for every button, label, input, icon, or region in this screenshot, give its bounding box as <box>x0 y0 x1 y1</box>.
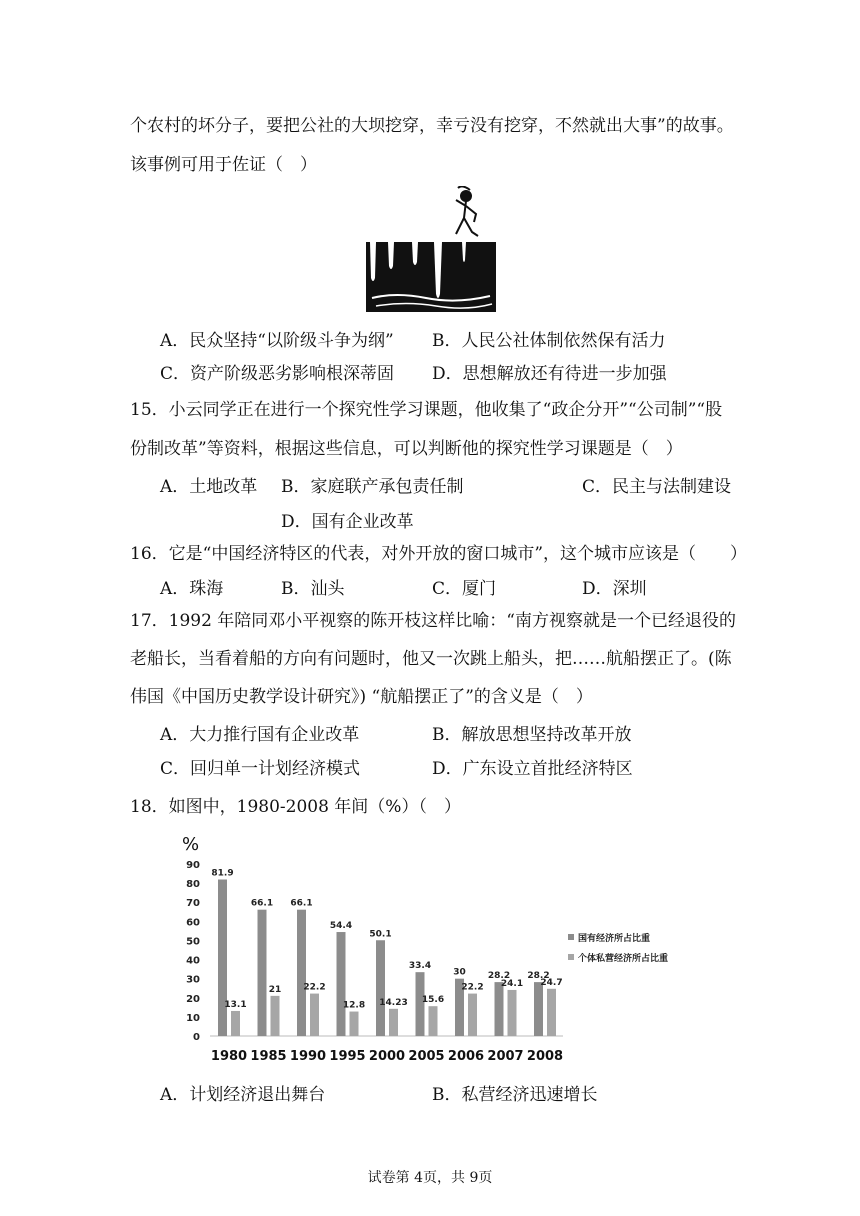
x-tick-label: 1990 <box>289 1049 327 1064</box>
q15-stem-line1: 15．小云同学正在进行一个探究性学习课题，他收集了“政企分开”“公司制”“股 <box>130 400 723 420</box>
q15-stem-line2: 份制改革”等资料，根据这些信息，可以判断他的探究性学习课题是（ ） <box>130 439 683 459</box>
q18-stem: 18．如图中，1980-2008 年间（%）（ ） <box>130 797 461 817</box>
q14-option-d[interactable]: D．思想解放还有待进一步加强 <box>432 364 667 384</box>
y-tick-label: 40 <box>186 955 200 967</box>
x-tick-label: 1995 <box>329 1049 366 1064</box>
y-tick-label: 10 <box>186 1012 200 1024</box>
bar-private <box>231 1011 240 1036</box>
y-tick-label: 70 <box>186 898 200 910</box>
x-tick-label: 2000 <box>368 1049 406 1064</box>
bar-state <box>337 932 346 1036</box>
bar-private <box>271 996 280 1036</box>
cartoon-illustration <box>366 186 496 314</box>
q15-option-a[interactable]: A．土地改革 <box>160 477 258 497</box>
data-label: 24.7 <box>540 977 563 988</box>
q17-stem-line1: 17．1992 年陪同邓小平视察的陈开枝这样比喻：“南方视察就是一个已经退役的 <box>130 611 736 631</box>
data-label: 15.6 <box>421 995 445 1006</box>
q17-option-c[interactable]: C．回归单一计划经济模式 <box>160 759 361 779</box>
q14-stem-line1: 个农村的坏分子，要把公社的大坝挖穿，幸亏没有挖穿，不然就出大事”的故事。 <box>130 116 734 136</box>
q18-option-b[interactable]: B．私营经济迅速增长 <box>432 1085 598 1105</box>
bar-state <box>495 982 504 1036</box>
data-label: 13.1 <box>224 999 247 1010</box>
legend-swatch <box>568 934 574 940</box>
data-label: 24.1 <box>500 978 524 989</box>
q16-option-c[interactable]: C．厦门 <box>432 579 497 599</box>
y-tick-label: 80 <box>186 879 200 891</box>
q17-stem-line3: 伟国《中国历史教学设计研究》) “航船摆正了”的含义是（ ） <box>130 687 593 707</box>
q16-option-d[interactable]: D．深圳 <box>582 579 647 599</box>
bar-private <box>547 989 556 1036</box>
bar-state <box>376 940 385 1036</box>
data-label: 30 <box>453 967 466 978</box>
bar-state <box>218 879 227 1036</box>
x-tick-label: 1980 <box>210 1049 248 1064</box>
legend-swatch <box>568 954 574 960</box>
data-label: 33.4 <box>408 961 432 972</box>
y-tick-label: 0 <box>193 1032 200 1043</box>
q14-option-c[interactable]: C．资产阶级恶劣影响根深蒂固 <box>160 364 395 384</box>
q15-option-d[interactable]: D．国有企业改革 <box>281 512 414 532</box>
bar-private <box>350 1012 359 1036</box>
y-tick-label: 50 <box>186 936 200 948</box>
q17-stem-line2: 老船长，当看着船的方向有问题时，他又一次跳上船头，把……航船摆正了。(陈 <box>130 649 732 669</box>
data-label: 21 <box>268 984 282 995</box>
q17-option-a[interactable]: A．大力推行国有企业改革 <box>160 725 360 745</box>
data-label: 28.2 <box>527 971 550 982</box>
bar-private <box>468 994 477 1036</box>
q15-option-c[interactable]: C．民主与法制建设 <box>582 477 732 497</box>
bar-chart-svg <box>178 826 718 1071</box>
bar-chart <box>178 826 718 1071</box>
y-tick-label: 20 <box>186 993 200 1005</box>
y-tick-label: 90 <box>186 860 200 871</box>
data-label: 22.2 <box>461 982 484 993</box>
q16-stem: 16．它是“中国经济特区的代表，对外开放的窗口城市”，这个城市应该是（ ） <box>130 544 748 564</box>
data-label: 28.2 <box>487 971 511 982</box>
data-label: 54.4 <box>329 921 353 932</box>
x-tick-label: 2007 <box>487 1049 524 1064</box>
q16-option-b[interactable]: B．汕头 <box>281 579 345 599</box>
data-label: 66.1 <box>250 898 274 909</box>
data-label: 12.8 <box>342 1000 366 1011</box>
q14-option-a[interactable]: A．民众坚持“以阶级斗争为纲” <box>160 331 394 351</box>
q14-stem-line2: 该事例可用于佐证（ ） <box>130 155 317 175</box>
bar-private <box>389 1009 398 1036</box>
x-tick-label: 1985 <box>250 1049 287 1064</box>
data-label: 14.23 <box>379 997 408 1008</box>
legend-label: 国有经济所占比重 <box>578 934 651 944</box>
q17-option-b[interactable]: B．解放思想坚持改革开放 <box>432 725 632 745</box>
q14-option-b[interactable]: B．人民公社体制依然保有活力 <box>432 331 666 351</box>
x-tick-label: 2005 <box>408 1049 445 1064</box>
legend-label: 个体私营经济所占比重 <box>578 954 669 964</box>
bar-private <box>310 994 319 1036</box>
q16-option-a[interactable]: A．珠海 <box>160 579 224 599</box>
data-label: 81.9 <box>211 868 234 879</box>
y-tick-label: 60 <box>186 917 200 929</box>
q18-option-a[interactable]: A．计划经济退出舞台 <box>160 1085 326 1105</box>
x-tick-label: 2006 <box>447 1049 485 1064</box>
x-tick-label: 2008 <box>526 1049 564 1064</box>
bar-private <box>429 1006 438 1036</box>
page-footer: 试卷第 4页，共 9页 <box>367 1170 493 1186</box>
bar-private <box>508 990 517 1036</box>
data-label: 66.1 <box>290 898 313 909</box>
y-tick-label: 30 <box>186 974 200 986</box>
bar-state <box>297 910 306 1036</box>
bar-state <box>534 982 543 1036</box>
bar-state <box>258 910 267 1036</box>
data-label: 50.1 <box>369 929 392 940</box>
q15-option-b[interactable]: B．家庭联产承包责任制 <box>281 477 464 497</box>
y-axis-label: % <box>182 834 200 855</box>
data-label: 22.2 <box>303 982 326 993</box>
q17-option-d[interactable]: D．广东设立首批经济特区 <box>432 759 633 779</box>
